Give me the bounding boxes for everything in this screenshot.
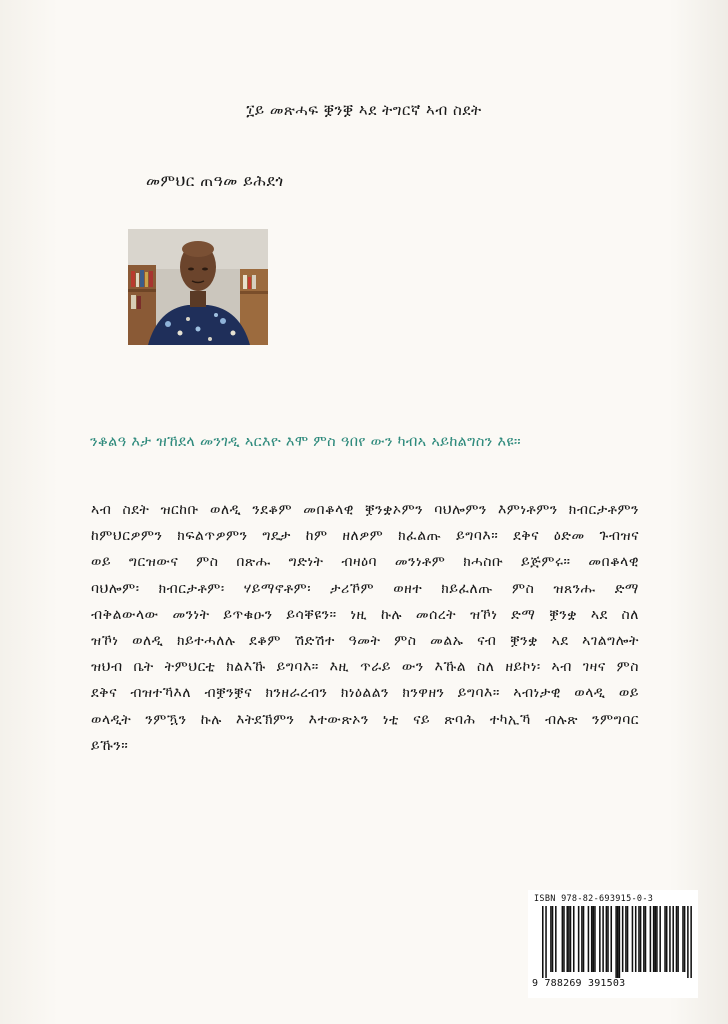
barcode-bars: [542, 906, 692, 978]
paragraph-line: ኣብ ስደት ዝርከቡ ወለዲ ንደቆም መበቆላዊ ቛንቋኦምን ባህሎምን እምነቶምን ክብርታቶምን: [91, 502, 639, 518]
author-name: መምህር ጠዓመ ይሕደጎ: [146, 172, 284, 190]
paragraph-line: ወላዲት ንምዃን ኩሉ እትደኽምን እተውጽኦን ነቲ ናይ ጽባሕ ተካኢኻ ብሉጽ ንምግባር: [91, 711, 639, 728]
paragraph-line: ዝህብ ቤት ትምህርቲ ክልእኹ ይግባእ። እዚ ጥራይ ውን እኹል ስለ ዘይኮነ፡ ኣብ ገዛና ምስ: [91, 659, 639, 676]
author-photo: [128, 229, 268, 345]
paragraph-line: ወይ ግርዝውና ምስ በጽሑ ግድነት ብዛዕባ መንነቶም ክሓስቡ ይጅምሩ። መበቆላዊ: [91, 554, 639, 571]
barcode-digits: 9 788269 391503: [532, 978, 626, 989]
description-paragraph: [91, 497, 639, 759]
paragraph-line: ባህሎም፡ ክብርታቶም፡ ሃይማኖቶም፡ ታሪኾም ወዘተ ክይፈለጡ ምስ ዝጸንሑ ድማ: [91, 580, 639, 597]
paragraph-line: ደቅና ብዝተኻእለ ብቛንቛና ክንዘራረብን ክነዕልልን ክንዋዘን ይግባእ። ኣብነታዊ ወላዲ ወይ: [91, 685, 639, 702]
isbn-barcode: [528, 890, 698, 998]
paragraph-line: ከምህርዎምን ክፍልጥዎምን ግዴታ ከም ዘለዎም ክፈልጡ ይግባእ። ደቅና ዕድመ ጉብዝና: [91, 528, 639, 545]
paragraph-line: ይኹን።: [91, 737, 129, 754]
epigraph-quote: ንቆልዓ እታ ዝኸደላ መንገዲ ኣርእዮ እሞ ምስ ዓበየ ውን ካብኣ ኣይከልግስን እዩ።: [90, 434, 521, 450]
book-title: ፲ይ መጽሓፍ ቛንቛ ኣደ ትግርኛ ኣብ ስደት: [246, 101, 482, 119]
isbn-label: ISBN 978-82-693915-0-3: [534, 894, 654, 904]
paragraph-line: ብቅልውላው መንነት ይጥቁዑን ይሳቐዩን። ነዚ ኩሉ መሰረት ዝኾነ ድማ ቛንቋ ኣደ ስለ: [91, 606, 639, 623]
paragraph-line: ዝኾነ ወለዲ ክይተሓለሉ ደቆም ሽድሽተ ዓመት ምስ መልኡ ናብ ቛንቋ ኣደ ኣገልግሎት: [91, 633, 639, 650]
